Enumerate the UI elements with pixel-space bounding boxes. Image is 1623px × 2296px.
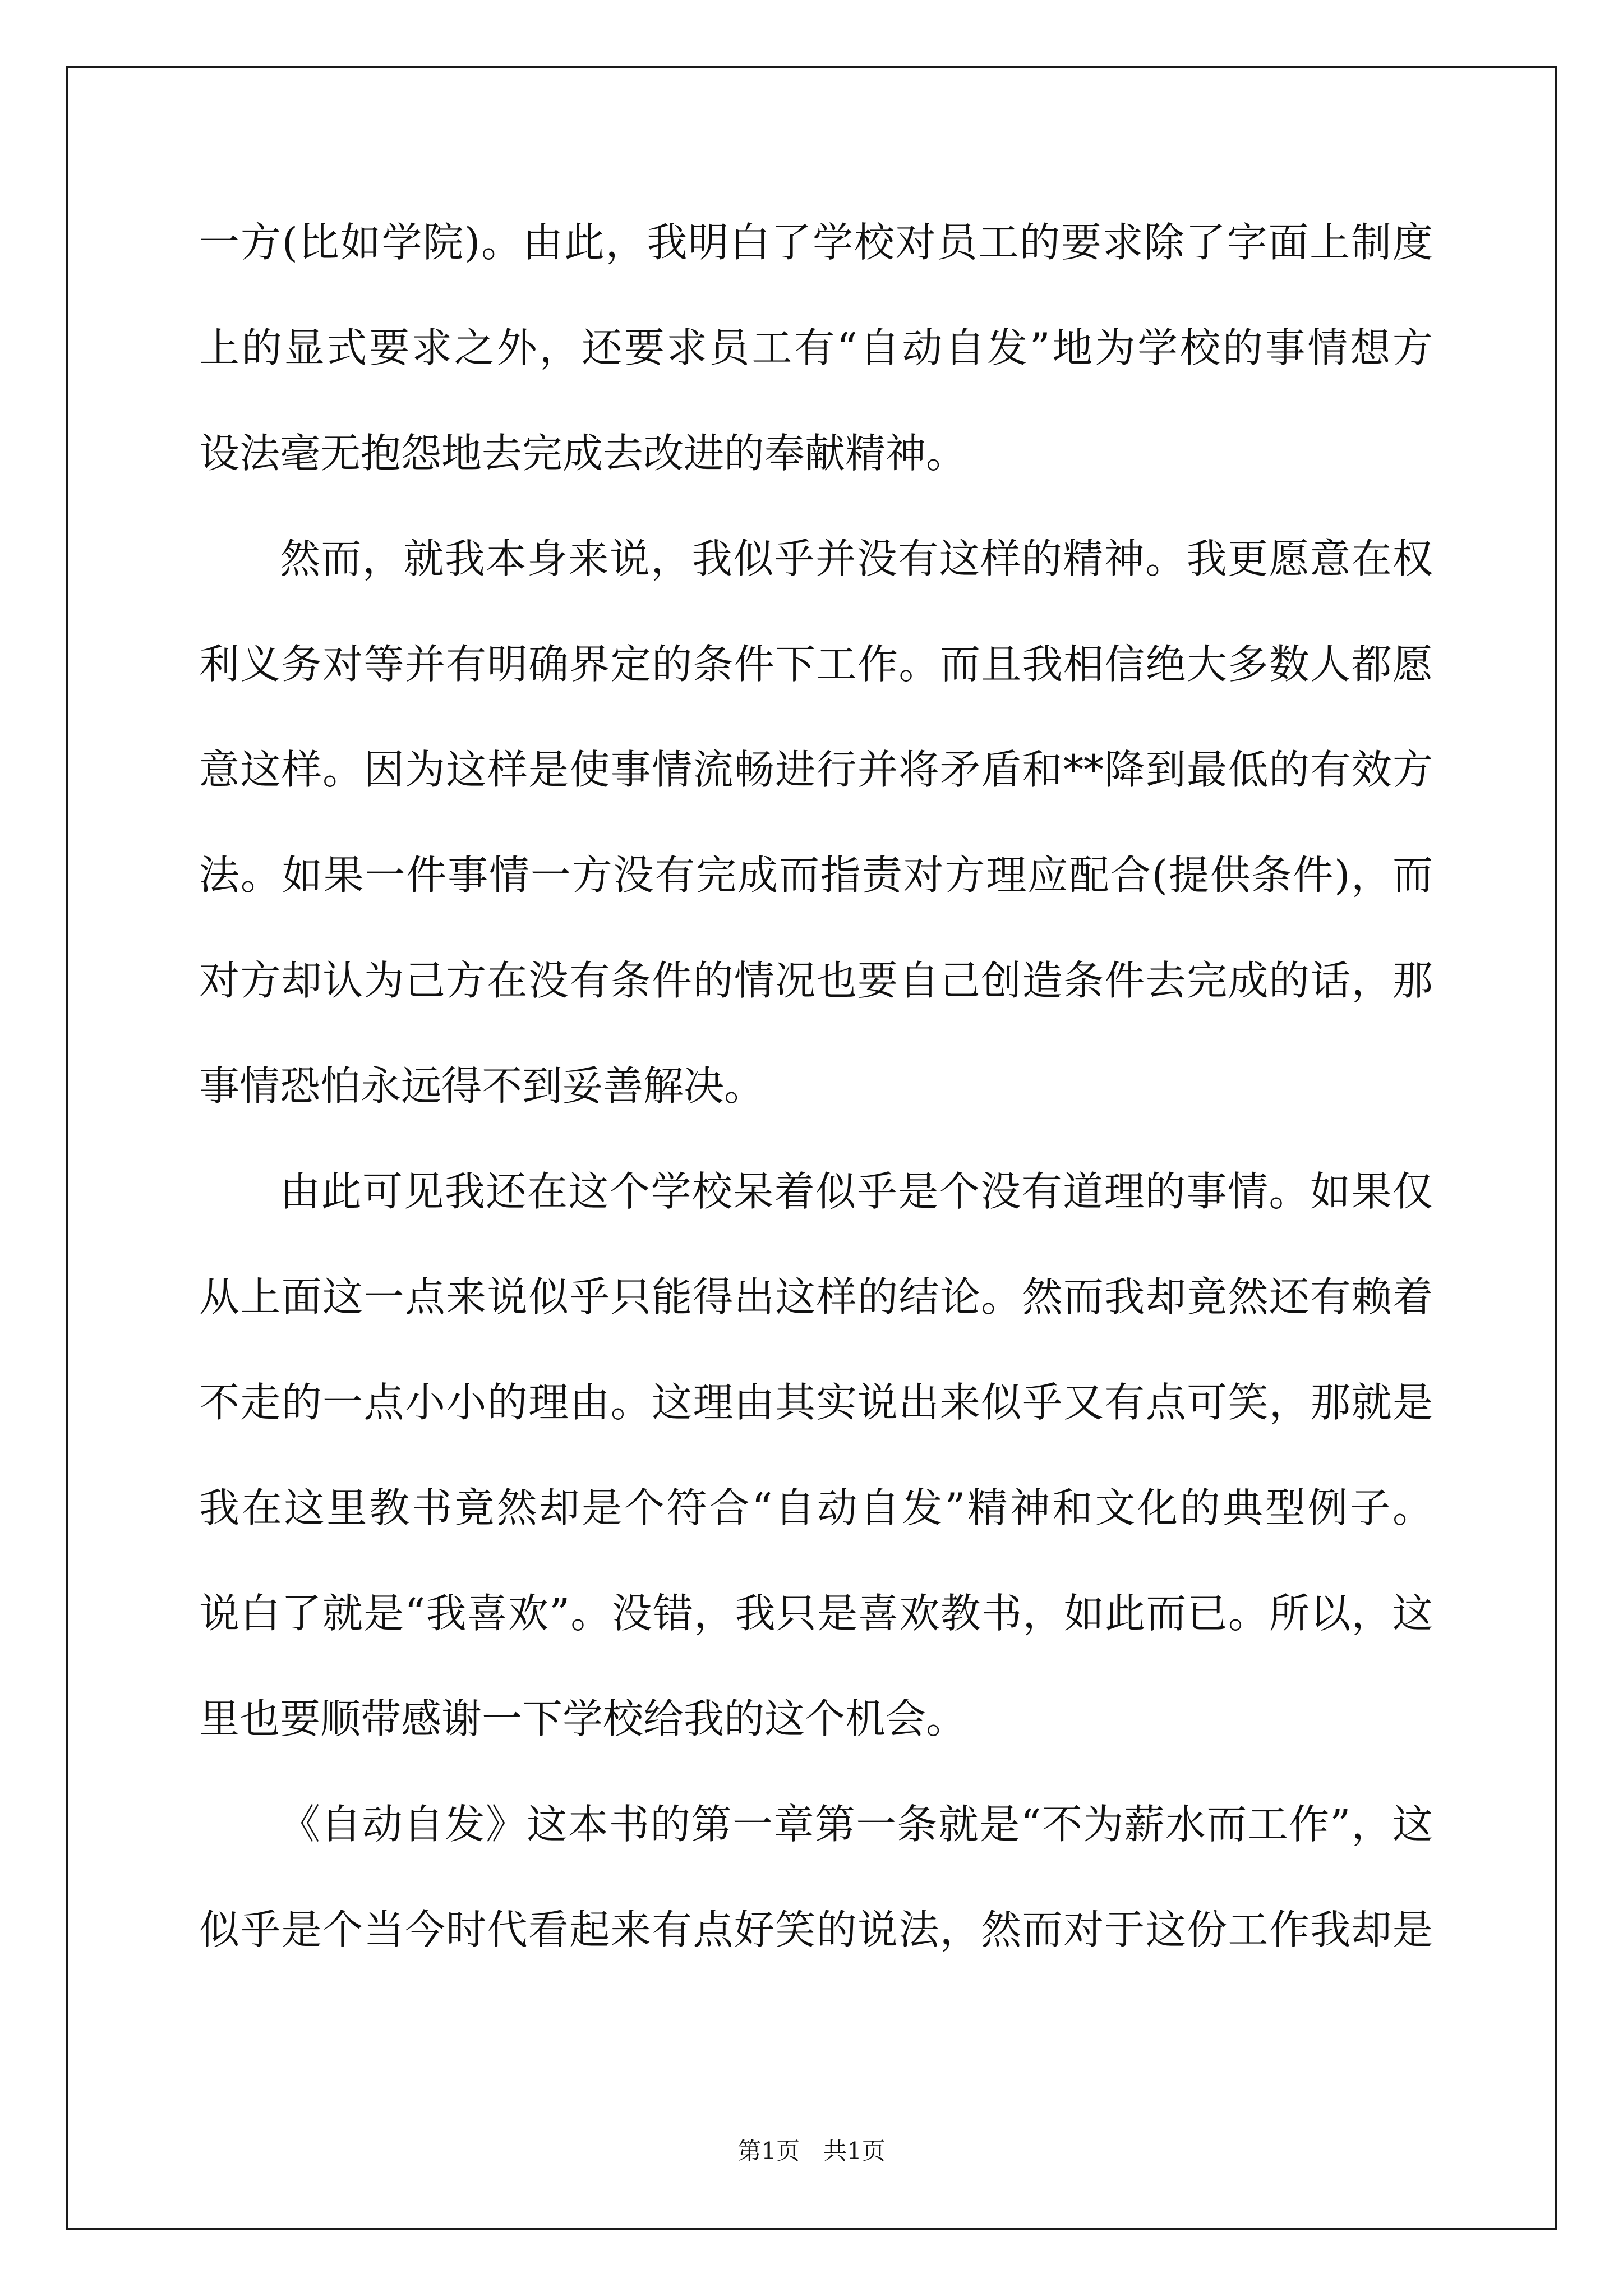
text-line: 意这样。因为这样是使事情流畅进行并将矛盾和**降到最低的有效方 [199, 746, 1433, 793]
text-line: 上的显式要求之外，还要求员工有“自动自发”地为学校的事情想方 [199, 324, 1433, 371]
page-footer: 第1页 共1页 [737, 2137, 886, 2165]
text-line: 法。如果一件事情一方没有完成而指责对方理应配合(提供条件)，而 [199, 852, 1433, 899]
text-line: 由此可见我还在这个学校呆着似乎是个没有道理的事情。如果仅 [280, 1168, 1433, 1215]
text-line: 利义务对等并有明确界定的条件下工作。而且我相信绝大多数人都愿 [199, 641, 1433, 688]
text-line: 对方却认为己方在没有条件的情况也要自己创造条件去完成的话，那 [199, 957, 1433, 1004]
text-line: 一方(比如学院)。由此，我明白了学校对员工的要求除了字面上制度 [199, 219, 1433, 266]
text-line: 然而，就我本身来说，我似乎并没有这样的精神。我更愿意在权 [280, 535, 1433, 582]
document-body [199, 209, 1433, 2001]
text-line: 说白了就是“我喜欢”。没错，我只是喜欢教书，如此而已。所以，这 [199, 1590, 1433, 1637]
text-line: 从上面这一点来说似乎只能得出这样的结论。然而我却竟然还有赖着 [199, 1273, 1433, 1320]
text-line: 事情恐怕永远得不到妥善解决。 [199, 1062, 765, 1110]
text-line: 不走的一点小小的理由。这理由其实说出来似乎又有点可笑，那就是 [199, 1379, 1433, 1426]
text-line: 似乎是个当今时代看起来有点好笑的说法，然而对于这份工作我却是 [199, 1906, 1433, 1953]
text-line: 设法毫无抱怨地去完成去改进的奉献精神。 [199, 430, 967, 477]
text-line: 我在这里教书竟然却是个符合“自动自发”精神和文化的典型例子。 [199, 1484, 1433, 1531]
text-line: 里也要顺带感谢一下学校给我的这个机会。 [199, 1695, 967, 1742]
text-line: 《自动自发》这本书的第一章第一条就是“不为薪水而工作”，这 [280, 1801, 1433, 1848]
